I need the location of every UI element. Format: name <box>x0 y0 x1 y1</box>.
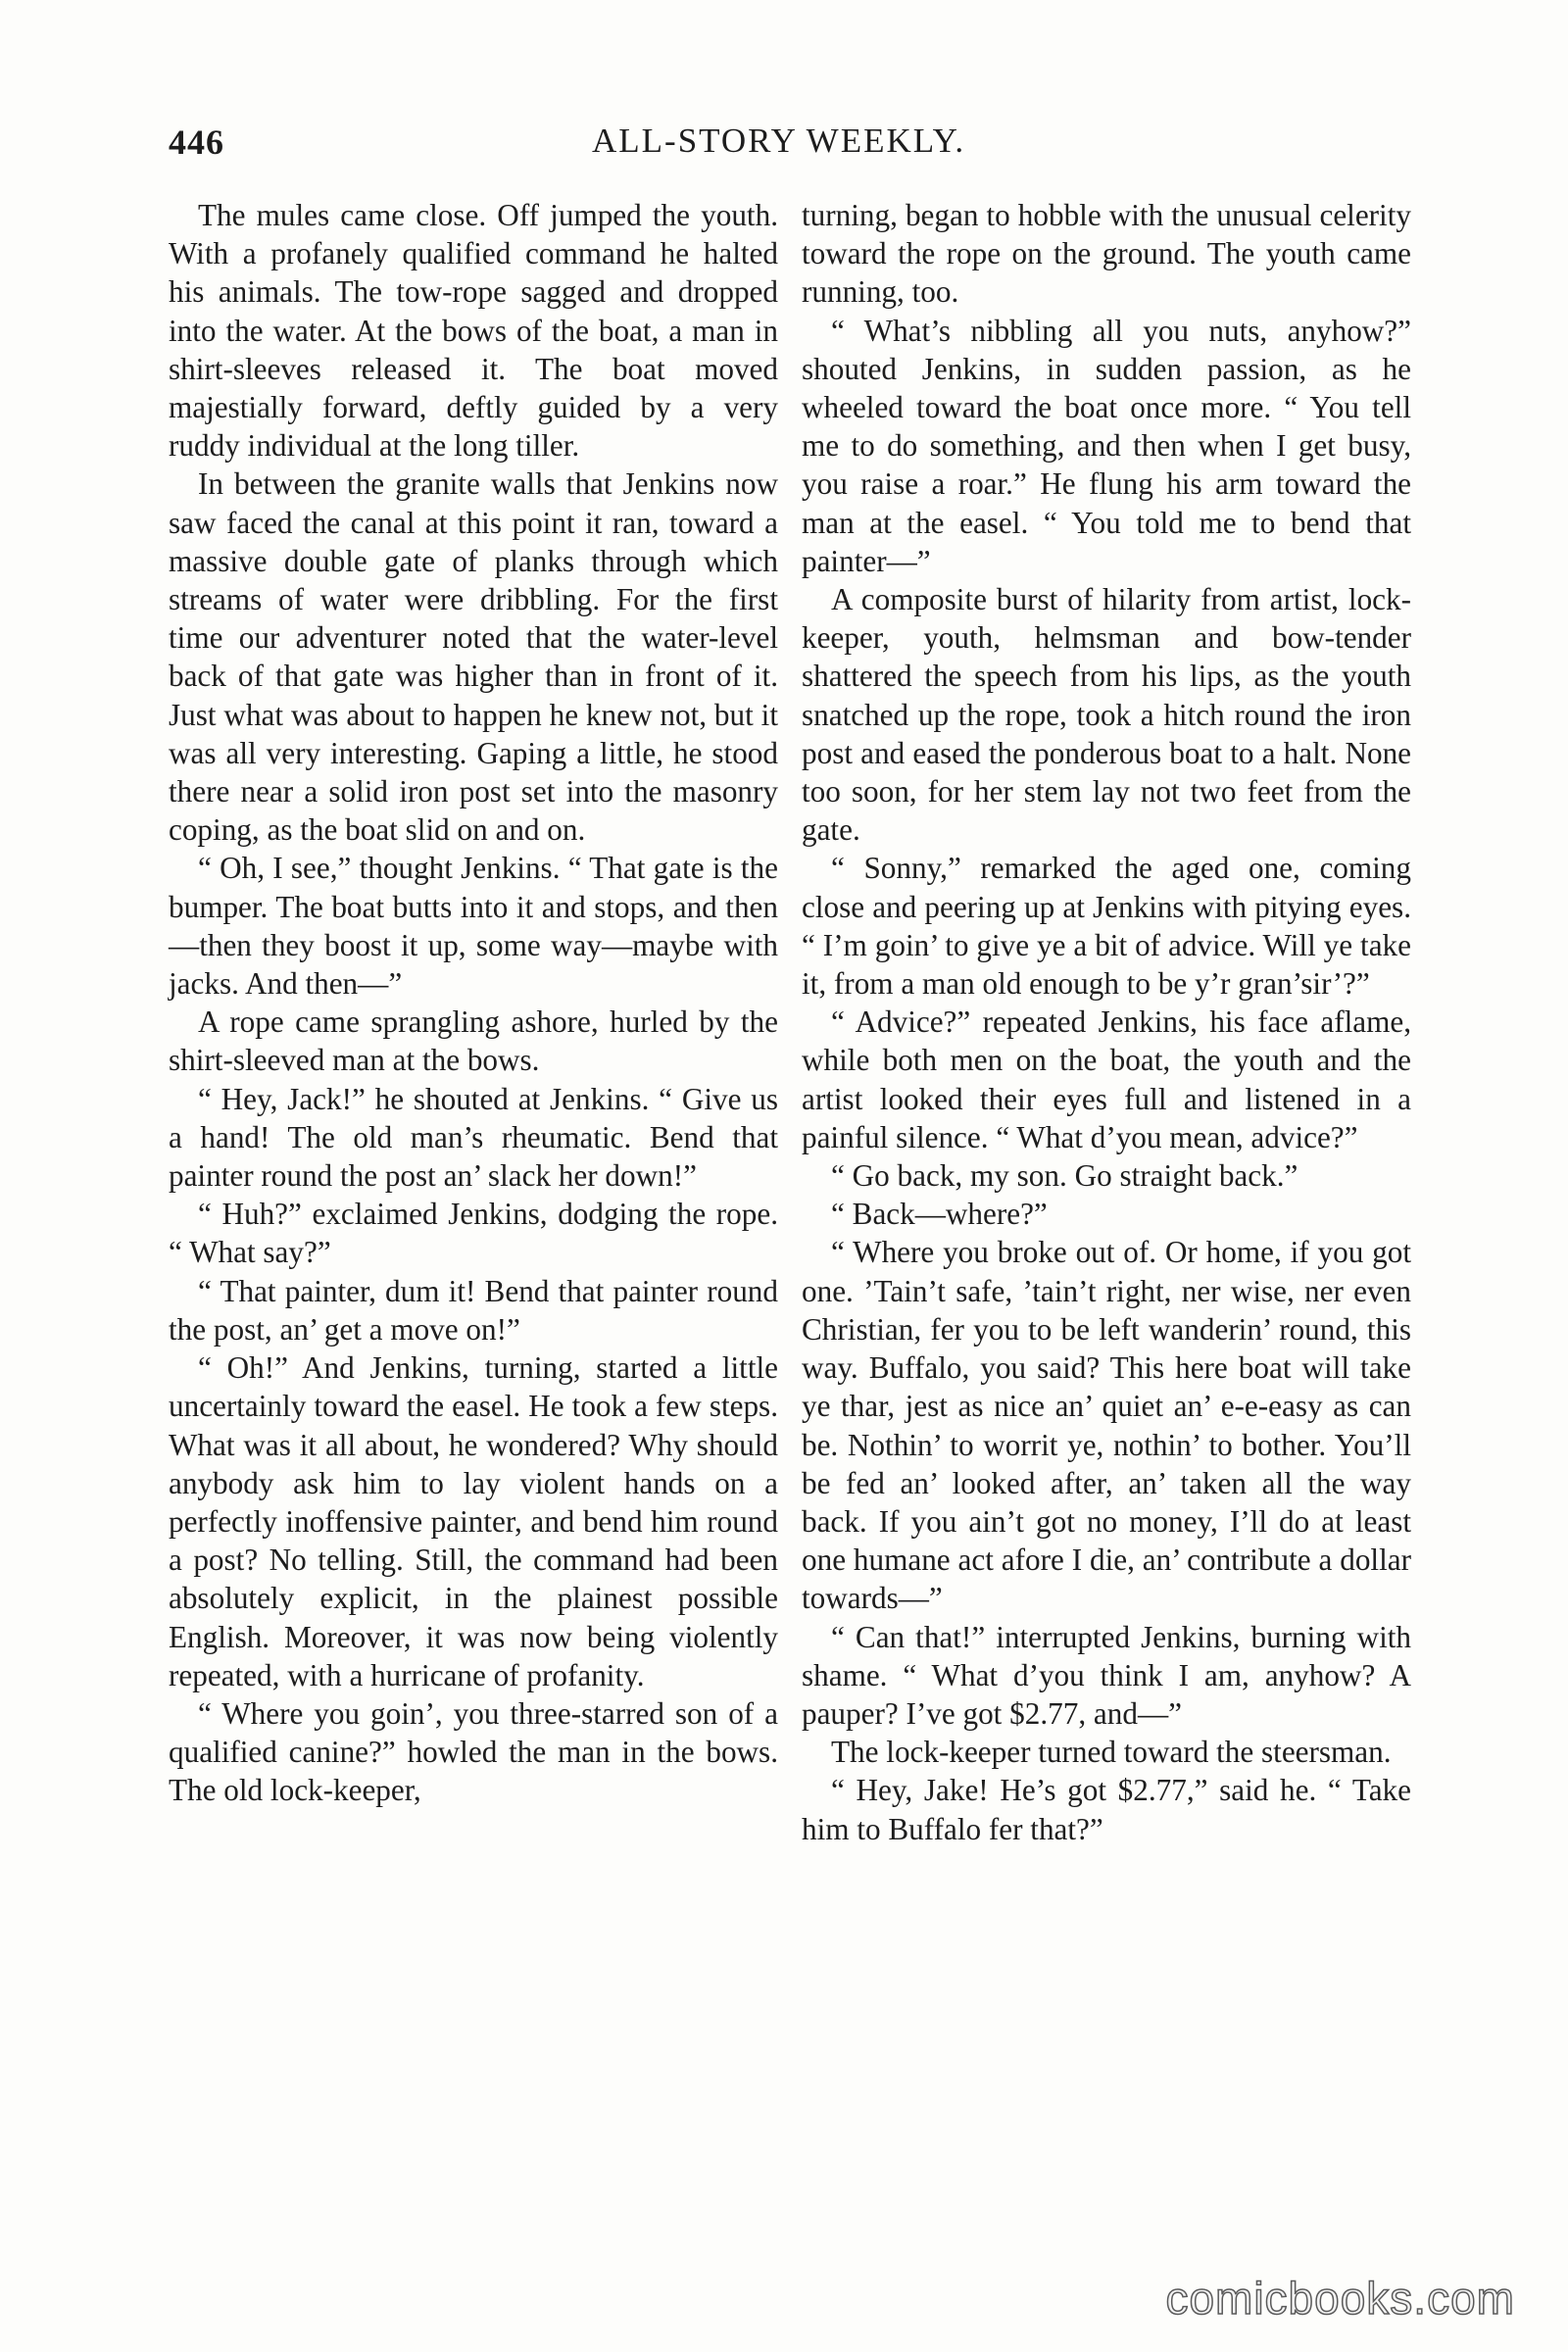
paragraph: “ Sonny,” remarked the aged one, coming close and peering up at Jenkins with pitying eyes. “ I’m goin’ to give ye a bit of advice. Will ye take it, from a man old enough to be y’r gran’sir’?” <box>802 851 1411 1002</box>
paragraph: In between the granite walls that Jenkins now saw faced the canal at this point it ran, toward a massive double gate of planks through which streams of water were dribbling. For the first time our adventurer noted that the water-level back of that gate was higher than in front of it. Just what was about to happen he knew not, but it was all very interesting. Gaping a little, he stood there near a solid iron post set into the masonry coping, as the boat slid on and on. <box>169 466 778 848</box>
paragraph: “ Hey, Jack!” he shouted at Jenkins. “ Give us a hand! The old man’s rheumatic. Bend that painter round the post an’ slack her down!” <box>169 1081 778 1194</box>
paragraph: A composite burst of hilarity from artist, lock-keeper, youth, helmsman and bow-tender shattered the speech from his lips, as the youth snatched up the rope, took a hitch round the iron post and eased the ponderous boat to a halt. None too soon, for her stem lay not two feet from the gate. <box>802 582 1411 848</box>
watermark: comicbooks.com <box>1165 2273 1515 2324</box>
paragraph: “ Oh!” And Jenkins, turning, started a little uncertainly toward the easel. He took a few steps. What was it all about, he wondered? Why should anybody ask him to lay violent hands on a perfectly inoffensive painter, and bend him round a post? No telling. Still, the command had been absolutely explicit, in the plainest possible English. Moreover, it was now being violently repeated, with a hurricane of profanity. <box>169 1350 778 1692</box>
paragraph: A rope came sprangling ashore, hurled by the shirt-sleeved man at the bows. <box>169 1004 778 1078</box>
paragraph: “ Where you goin’, you three-starred son of a qualified canine?” howled the man in the bows. The old lock-keeper, <box>169 1695 778 1808</box>
right-column <box>802 196 1411 1848</box>
paragraph: “ Go back, my son. Go straight back.” <box>831 1158 1298 1194</box>
paragraph: “ Huh?” exclaimed Jenkins, dodging the rope. “ What say?” <box>169 1197 778 1270</box>
paragraph: “ Hey, Jake! He’s got $2.77,” said he. “ Take him to Buffalo fer that?” <box>802 1773 1411 1846</box>
left-column <box>169 196 778 1810</box>
paragraph: The lock-keeper turned toward the steersman. <box>831 1735 1392 1770</box>
paragraph-continuation: turning, began to hobble with the unusual celerity toward the rope on the ground. The youth came running, too. <box>802 198 1411 310</box>
page-number: 446 <box>169 122 224 162</box>
paragraph: “ That painter, dum it! Bend that painter round the post, an’ get a move on!” <box>169 1273 778 1347</box>
paragraph: “ Back—where?” <box>831 1197 1048 1232</box>
paragraph: “ Advice?” repeated Jenkins, his face aflame, while both men on the boat, the youth and the artist looked their eyes full and listened in a painful silence. “ What d’you mean, advice?” <box>802 1004 1411 1154</box>
paragraph: The mules came close. Off jumped the youth. With a profanely qualified command he halted his animals. The tow-rope sagged and dropped into the water. At the bows of the boat, a man in shirt-sleeves released it. The boat moved majestially forward, deftly guided by a very ruddy individual at the long tiller. <box>169 198 778 464</box>
paragraph: “ Oh, I see,” thought Jenkins. “ That gate is the bumper. The boat butts into it and stops, and then—then they boost it up, some way—maybe with jacks. And then—” <box>169 851 778 1002</box>
page-header <box>169 122 1399 172</box>
paragraph: “ Can that!” interrupted Jenkins, burning with shame. “ What d’you think I am, anyhow? A pauper? I’ve got $2.77, and—” <box>802 1619 1411 1731</box>
paragraph: “ Where you broke out of. Or home, if you got one. ’Tain’t safe, ’tain’t right, ner wise, ner even Christian, fer you to be left wanderin’ round, this way. Buffalo, you said? This here boat will take ye thar, jest as nice an’ quiet an’ e-e-easy as can be. Nothin’ to worrit ye, nothin’ to bother. You’ll be fed an’ looked after, an’ taken all the way back. If you ain’t got no money, I’ll do at least one humane act afore I die, an’ contribute a dollar towards—” <box>802 1235 1411 1616</box>
running-title: ALL-STORY WEEKLY. <box>592 122 966 160</box>
paragraph: “ What’s nibbling all you nuts, anyhow?” shouted Jenkins, in sudden passion, as he wheeled toward the boat once more. “ You tell me to do something, and then when I get busy, you raise a roar.” He flung his arm toward the man at the easel. “ You told me to bend that painter—” <box>802 313 1411 578</box>
